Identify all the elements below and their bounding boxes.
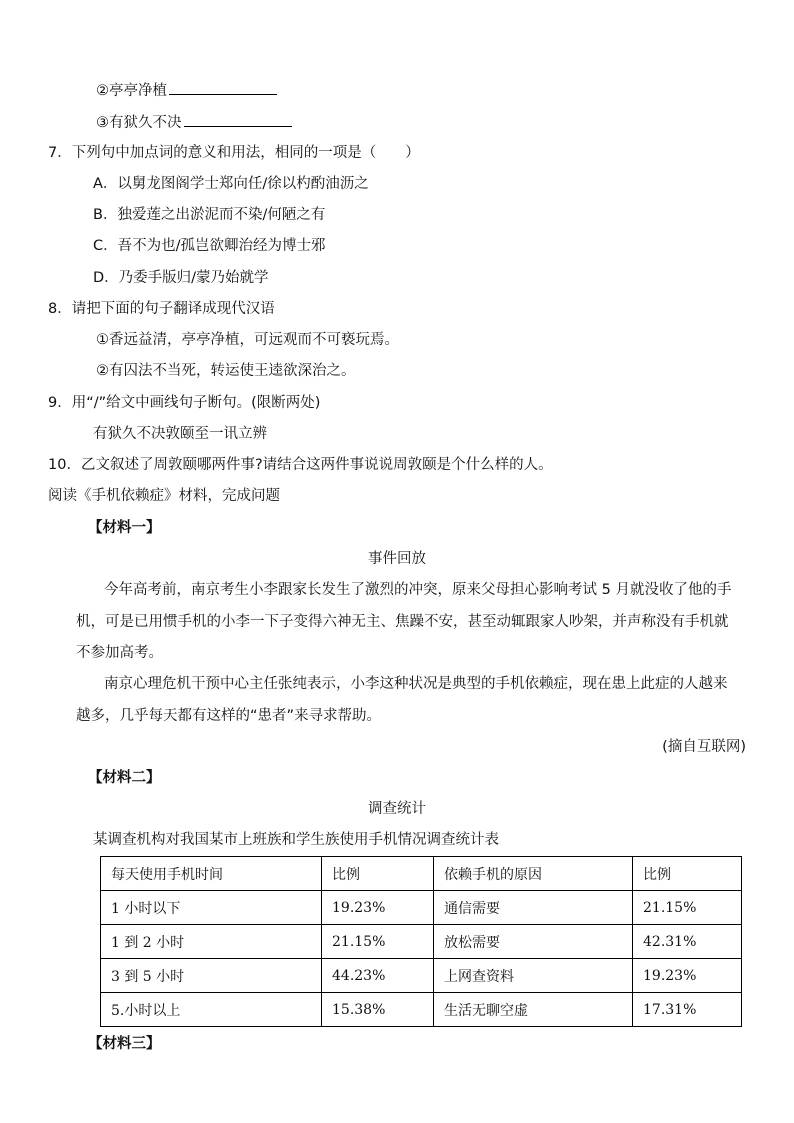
q7-option-c: C．吾不为也/孤岂欲卿治经为博士邪 (93, 238, 326, 254)
q6-item-3 (96, 112, 292, 133)
material-1-title: 事件回放 (368, 551, 426, 567)
material-1-para-1-line-3: 不参加高考。 (76, 645, 163, 661)
table-row (101, 891, 742, 925)
table-cell: 放松需要 (434, 925, 633, 959)
table-cell: 19.23% (322, 891, 434, 925)
q10-stem: 10．乙文叙述了周敦颐哪两件事?请结合这两件事说说周敦颐是个什么样的人。 (48, 457, 553, 473)
table-row (101, 959, 742, 993)
table-cell: 通信需要 (434, 891, 633, 925)
q6-item-3-text: ③有狱久不决 (96, 115, 182, 131)
table-header-cell: 依赖手机的原因 (434, 857, 633, 891)
material-1-para-1-line-2: 机，可是已用惯手机的小李一下子变得六神无主、焦躁不安，甚至动辄跟家人吵架，并声称没有手机就 (76, 614, 729, 630)
q6-item-2 (96, 80, 277, 101)
q7-option-a: A．以舅龙图阁学士郑向任/徐以杓酌油沥之 (93, 176, 369, 192)
table-header-cell: 每天使用手机时间 (101, 857, 322, 891)
table-cell: 21.15% (322, 925, 434, 959)
material-2-title: 调查统计 (368, 801, 426, 817)
reading-intro: 阅读《手机依赖症》材料，完成问题 (48, 488, 280, 504)
q7-option-d: D．乃委手版归/蒙乃始就学 (93, 270, 269, 286)
table-header-cell: 比例 (322, 857, 434, 891)
material-2-label: 【材料二】 (88, 770, 161, 786)
table-cell: 21.15% (633, 891, 742, 925)
table-row (101, 925, 742, 959)
table-caption: 某调查机构对我国某市上班族和学生族使用手机情况调查统计表 (93, 832, 499, 848)
material-3-label: 【材料三】 (88, 1036, 161, 1052)
material-1-source: (摘自互联网) (662, 739, 746, 755)
answer-blank[interactable] (184, 112, 292, 127)
table-cell: 17.31% (633, 993, 742, 1027)
table-cell: 5.小时以上 (101, 993, 322, 1027)
q8-sentence-2: ②有囚法不当死，转运使王逵欲深治之。 (96, 363, 356, 379)
q9-sentence: 有狱久不决敦颐至一讯立辨 (93, 426, 267, 442)
table-cell: 1 小时以下 (101, 891, 322, 925)
answer-blank[interactable] (169, 80, 277, 95)
table-row (101, 993, 742, 1027)
q6-item-2-text: ②亭亭净植 (96, 83, 167, 99)
table-cell: 44.23% (322, 959, 434, 993)
table-header-cell: 比例 (633, 857, 742, 891)
material-1-para-1-line-1: 今年高考前，南京考生小李跟家长发生了激烈的冲突，原来父母担心影响考试 5 月就没收了他的手 (104, 582, 732, 598)
table-cell: 15.38% (322, 993, 434, 1027)
table-cell: 上网查资料 (434, 959, 633, 993)
table-cell: 3 到 5 小时 (101, 959, 322, 993)
material-1-para-2-line-1: 南京心理危机干预中心主任张纯表示，小李这种状况是典型的手机依赖症，现在患上此症的人越来 (104, 676, 728, 692)
table-cell: 19.23% (633, 959, 742, 993)
q8-sentence-1: ①香远益清，亭亭净植，可远观而不可亵玩焉。 (96, 332, 399, 348)
material-1-label: 【材料一】 (88, 520, 161, 536)
table-header-row (101, 857, 742, 891)
survey-table (100, 856, 742, 1027)
material-1-para-2-line-2: 越多，几乎每天都有这样的“患者”来寻求帮助。 (76, 708, 382, 724)
table-cell: 1 到 2 小时 (101, 925, 322, 959)
q7-stem: 7．下列句中加点词的意义和用法，相同的一项是（ ） (48, 145, 420, 161)
q7-option-b: B．独爱莲之出淤泥而不染/何陋之有 (93, 207, 326, 223)
q8-stem: 8．请把下面的句子翻译成现代汉语 (48, 301, 275, 317)
q9-stem: 9．用“/”给文中画线句子断句。(限断两处) (48, 395, 321, 411)
table-cell: 生活无聊空虚 (434, 993, 633, 1027)
table-cell: 42.31% (633, 925, 742, 959)
